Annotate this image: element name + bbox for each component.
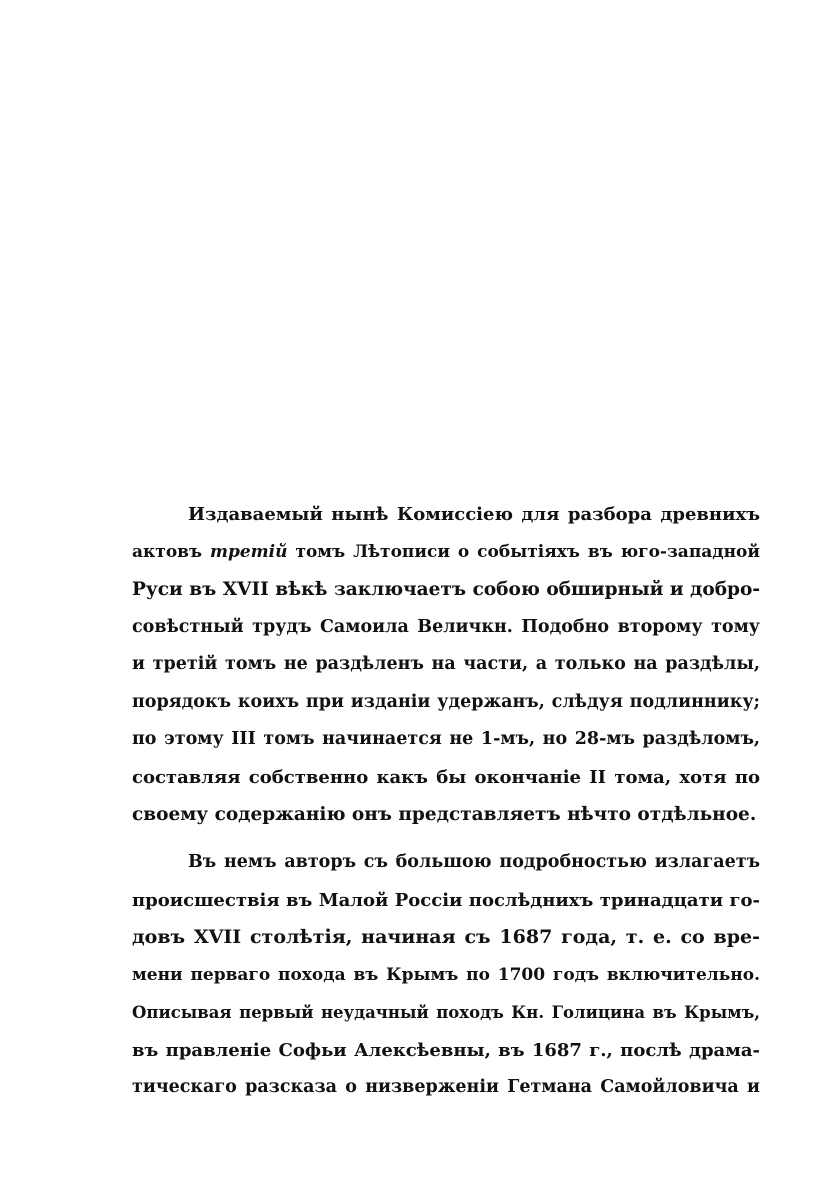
paragraph-1-line-7: по этому III томъ начинается не 1-мъ, но 28-мъ раздѣломъ, [132,729,760,749]
paragraph-2-line-2: происшествія въ Малой Россіи послѣднихъ тринадцати го- [132,889,760,911]
paragraph-1-line-1: Издаваемый нынѣ Комиссіею для разбора древнихъ [188,504,760,525]
emphasized-word: третій [209,541,288,562]
paragraph-1-line-5: и третій томъ не раздѣленъ на части, а только на раздѣлы, [132,654,760,674]
paragraph-1-line-2 [132,534,760,572]
paragraph-2-line-5: Описывая первый неудачный походъ Кн. Голицина въ Крымъ, [132,1003,760,1022]
paragraph-1 [132,496,760,834]
paragraph-1-line-4: совѣстный трудъ Самоила Величкн. Подобно второму тому [132,616,760,637]
paragraph-2-line-3: довъ XVII столѣтія, начиная съ 1687 года, т. е. со вре- [132,926,760,948]
paragraph-2-line-1: Въ немъ авторъ съ большою подробностью излагаетъ [188,852,760,872]
paragraph-2-line-4: мени перваго похода въ Крымъ по 1700 годъ включительно. [132,964,760,985]
paragraph-2 [132,844,760,1107]
paragraph-1-line-2-start: актовъ [132,541,203,562]
paragraph-1-line-2-end: томъ Лѣтописи о событіяхъ въ юго-западной [295,541,761,562]
paragraph-1-line-6: порядокъ коихъ при изданіи удержанъ, слѣдуя подлиннику; [132,691,760,712]
paragraph-2-line-7: тическаго разсказа о низверженіи Гетмана Самойловича и [132,1077,760,1097]
paragraph-1-line-3: Руси въ XVII вѣкѣ заключаетъ собою обширный и добро- [132,579,760,600]
paragraph-2-line-6: въ правленіе Софьи Алексѣевны, въ 1687 г., послѣ драма- [132,1039,760,1061]
paragraph-1-line-8: составляя собственно какъ бы окончаніе II тома, хотя по [132,766,760,788]
paragraph-1-line-9: своему содержанію онъ представляетъ нѣчто отдѣльное. [132,804,757,825]
